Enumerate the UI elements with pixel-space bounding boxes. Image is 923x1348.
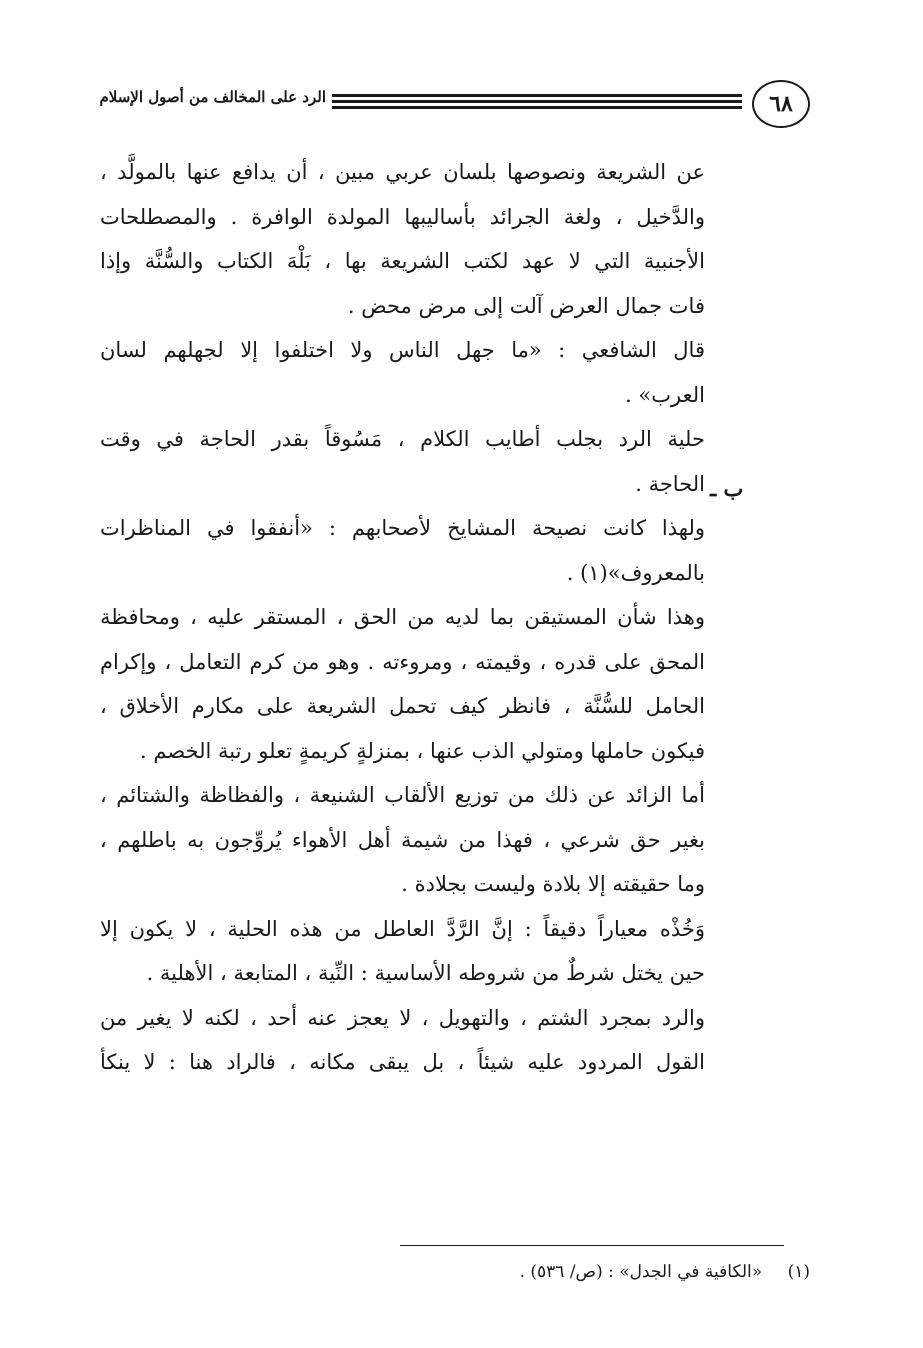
footnote-text: «الكافية في الجدل» : (ص/ ٥٣٦) . [519, 1262, 763, 1282]
footnote [400, 1262, 810, 1282]
footnote-rule [400, 1245, 784, 1246]
text-line: والرد بمجرد الشتم ، والتهويل ، لا يعجز عنه أحد ، لكنه لا يغير من [100, 1005, 705, 1030]
text-line: فات جمال العرض آلت إلى مرض محض . [347, 293, 705, 318]
item-marker: ب ـ [710, 476, 744, 501]
text-line: فيكون حاملها ومتولي الذب عنها ، بمنزلةٍ كريمةٍ تعلو رتبة الخصم . [140, 738, 705, 763]
text-line: القول المردود عليه شيئاً ، بل يبقى مكانه ، فالراد هنا : لا ينكأ [100, 1050, 705, 1074]
text-line: وهذا شأن المستيقن بما لديه من الحق ، المستقر عليه ، ومحافظة [100, 605, 705, 629]
header-rule [332, 100, 742, 103]
text-line: الأجنبية التي لا عهد لكتب الشريعة بها ، بَلْهَ الكتاب والسُّنَّة وإذا [100, 249, 705, 273]
text-line: المحق على قدره ، وقيمته ، ومروءته . وهو من كرم التعامل ، وإكرام [100, 649, 705, 674]
text-line: العرب» . [625, 382, 705, 407]
text-line: حلية الرد بجلب أطايب الكلام ، مَسُوقاً بقدر الحاجة في وقت [100, 427, 705, 451]
text-line: بغير حق شرعي ، فهذا من شيمة أهل الأهواء يُروِّجون به باطلهم ، [100, 827, 705, 852]
text-line: والدَّخيل ، ولغة الجرائد بأساليبها المولدة الوافرة . والمصطلحات [100, 204, 705, 229]
page-header [100, 80, 810, 136]
text-line: وما حقيقته إلا بلادة وليست بجلادة . [401, 872, 705, 896]
text-line: عن الشريعة ونصوصها بلسان عربي مبين ، أن يدافع عنها بالمولَّد ، [100, 160, 705, 184]
text-line: بالمعروف»(١) . [566, 560, 705, 585]
text-line: أما الزائد عن ذلك من توزيع الألقاب الشنيعة ، والفظاظة والشتائم ، [100, 783, 705, 807]
page-number: ٦٨ [752, 80, 810, 128]
footnote-number: (١) [787, 1262, 810, 1282]
body-text [100, 150, 705, 1085]
text-line: قال الشافعي : «ما جهل الناس ولا اختلفوا إلا لجهلهم لسان [100, 338, 705, 362]
running-title: الرد على المخالف من أصول الإسلام [99, 88, 326, 106]
text-line: وَخُذْه معياراً دقيقاً : إنَّ الرَّدَّ العاطل من هذه الحلية ، لا يكون إلا [100, 916, 705, 941]
text-line: الحامل للسُّنَّة ، فانظر كيف تحمل الشريعة على مكارم الأخلاق ، [100, 694, 705, 718]
text-line: حين يختل شرطٌ من شروطه الأساسية : النِّية ، المتابعة ، الأهلية . [146, 961, 705, 985]
header-rule [332, 94, 742, 97]
header-rule [332, 106, 742, 109]
text-line: ولهذا كانت نصيحة المشايخ لأصحابهم : «أنفقوا في المناظرات [100, 516, 705, 540]
text-line: الحاجة . [635, 471, 705, 496]
